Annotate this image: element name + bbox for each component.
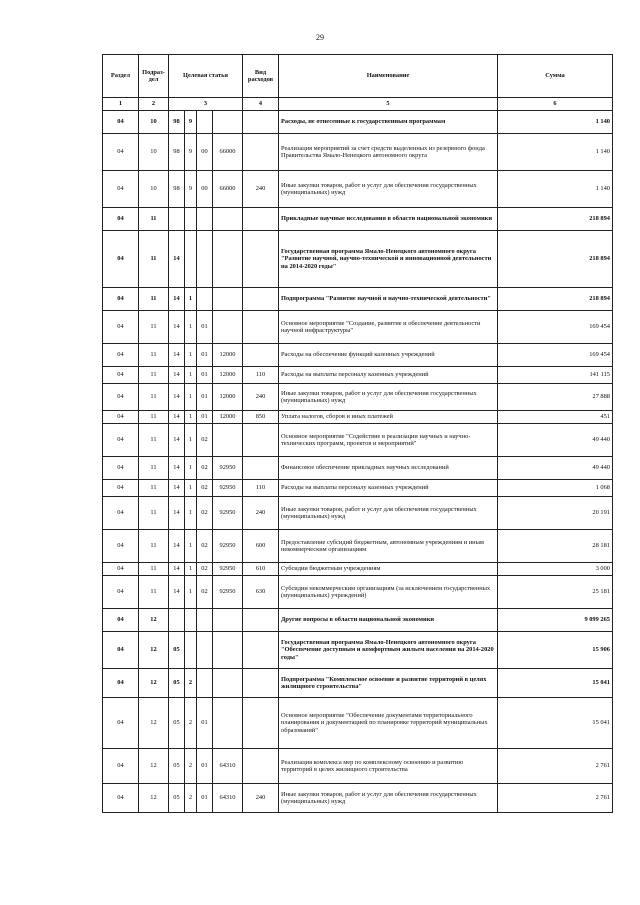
page-number: 29 <box>316 33 324 42</box>
cell-target-measure: 01 <box>197 311 213 344</box>
cell-target-measure: 02 <box>197 497 213 530</box>
cell-target-direction <box>213 208 243 231</box>
cell-name: Реализация комплекса мер по комплексному освоению и развитию территорий в целях жилищного строительства <box>279 749 498 784</box>
cell-section: 04 <box>103 344 139 367</box>
cell-target-subprogram: 1 <box>185 424 197 457</box>
cell-target-direction: 92950 <box>213 530 243 563</box>
cell-name: Финансовое обеспечение прикладных научных исследований <box>279 457 498 480</box>
cell-subsection: 10 <box>139 111 169 134</box>
cell-target-direction: 92950 <box>213 480 243 497</box>
cell-target-direction: 92950 <box>213 497 243 530</box>
cell-target-direction: 66000 <box>213 134 243 171</box>
cell-target-direction: 12000 <box>213 344 243 367</box>
cell-subsection: 11 <box>139 480 169 497</box>
cell-target-program: 05 <box>169 669 185 698</box>
cell-sum: 15 041 <box>498 669 613 698</box>
cell-target-program: 14 <box>169 367 185 384</box>
cell-target-program: 14 <box>169 576 185 609</box>
table-row <box>103 231 613 288</box>
cell-expense-type <box>243 208 279 231</box>
cell-target-program: 05 <box>169 632 185 669</box>
cell-section: 04 <box>103 784 139 813</box>
table-row <box>103 111 613 134</box>
cell-expense-type <box>243 134 279 171</box>
cell-sum: 169 454 <box>498 344 613 367</box>
cell-sum: 451 <box>498 411 613 424</box>
cell-section: 04 <box>103 576 139 609</box>
cell-name: Государственная программа Ямало-Ненецкого автономного округа "Обеспечение доступным и комфортным жильем населения на 2014-2020 годы" <box>279 632 498 669</box>
cell-target-program: 14 <box>169 424 185 457</box>
cell-name: Расходы, не отнесенные к государственным программам <box>279 111 498 134</box>
cell-target-subprogram: 1 <box>185 311 197 344</box>
cell-expense-type <box>243 457 279 480</box>
cell-subsection: 11 <box>139 457 169 480</box>
cell-section: 04 <box>103 698 139 749</box>
cell-section: 04 <box>103 208 139 231</box>
table-row <box>103 134 613 171</box>
cell-sum: 49 440 <box>498 424 613 457</box>
cell-expense-type: 600 <box>243 530 279 563</box>
cell-sum: 169 454 <box>498 311 613 344</box>
cell-name: Государственная программа Ямало-Ненецкого автономного округа "Развитие научной, научно-технической и инновационной деятельности на 2014-2020 годы" <box>279 231 498 288</box>
cell-name: Уплата налогов, сборов и иных платежей <box>279 411 498 424</box>
cell-section: 04 <box>103 411 139 424</box>
cell-target-program: 98 <box>169 111 185 134</box>
cell-target-subprogram: 2 <box>185 698 197 749</box>
cell-target-program: 14 <box>169 563 185 576</box>
table-row <box>103 784 613 813</box>
cell-target-subprogram: 1 <box>185 384 197 411</box>
cell-section: 04 <box>103 424 139 457</box>
cell-target-direction <box>213 609 243 632</box>
num-target: 3 <box>169 98 243 111</box>
cell-target-program: 14 <box>169 288 185 311</box>
cell-expense-type: 240 <box>243 384 279 411</box>
cell-sum: 218 894 <box>498 288 613 311</box>
cell-target-measure: 01 <box>197 367 213 384</box>
cell-section: 04 <box>103 231 139 288</box>
cell-sum: 218 894 <box>498 231 613 288</box>
cell-target-direction <box>213 698 243 749</box>
cell-subsection: 11 <box>139 231 169 288</box>
cell-subsection: 11 <box>139 497 169 530</box>
cell-section: 04 <box>103 134 139 171</box>
cell-target-measure: 02 <box>197 563 213 576</box>
cell-section: 04 <box>103 367 139 384</box>
cell-target-direction <box>213 669 243 698</box>
cell-section: 04 <box>103 457 139 480</box>
cell-subsection: 11 <box>139 311 169 344</box>
cell-sum: 2 761 <box>498 784 613 813</box>
cell-subsection: 12 <box>139 749 169 784</box>
cell-target-measure: 02 <box>197 457 213 480</box>
cell-section: 04 <box>103 609 139 632</box>
header-expense: Вид расходов <box>243 55 279 98</box>
cell-target-subprogram: 9 <box>185 171 197 208</box>
cell-target-direction: 12000 <box>213 384 243 411</box>
num-sum: 6 <box>498 98 613 111</box>
cell-target-subprogram <box>185 231 197 288</box>
cell-expense-type: 850 <box>243 411 279 424</box>
cell-section: 04 <box>103 632 139 669</box>
cell-target-program: 98 <box>169 171 185 208</box>
cell-sum: 218 894 <box>498 208 613 231</box>
cell-target-direction: 64310 <box>213 784 243 813</box>
cell-subsection: 11 <box>139 288 169 311</box>
cell-sum: 1 140 <box>498 171 613 208</box>
table-row <box>103 480 613 497</box>
cell-target-direction: 92950 <box>213 576 243 609</box>
header-numbers-row <box>103 98 613 111</box>
cell-target-program: 14 <box>169 457 185 480</box>
cell-expense-type: 610 <box>243 563 279 576</box>
cell-subsection: 12 <box>139 669 169 698</box>
cell-name: Реализация мероприятий за счет средств выделенных из резервного фонда Правительства Ямало-Ненецкого автономного округа <box>279 134 498 171</box>
cell-section: 04 <box>103 749 139 784</box>
cell-target-subprogram: 1 <box>185 457 197 480</box>
cell-sum: 3 000 <box>498 563 613 576</box>
cell-section: 04 <box>103 311 139 344</box>
cell-target-program <box>169 208 185 231</box>
cell-expense-type: 240 <box>243 784 279 813</box>
cell-target-program: 98 <box>169 134 185 171</box>
table-row <box>103 344 613 367</box>
cell-subsection: 11 <box>139 424 169 457</box>
cell-subsection: 11 <box>139 530 169 563</box>
cell-target-subprogram: 1 <box>185 530 197 563</box>
cell-target-measure: 01 <box>197 698 213 749</box>
num-expense: 4 <box>243 98 279 111</box>
num-subsection: 2 <box>139 98 169 111</box>
cell-subsection: 11 <box>139 208 169 231</box>
cell-target-measure <box>197 288 213 311</box>
cell-target-subprogram: 1 <box>185 367 197 384</box>
cell-expense-type <box>243 111 279 134</box>
cell-expense-type: 630 <box>243 576 279 609</box>
table-row <box>103 530 613 563</box>
cell-target-measure: 02 <box>197 480 213 497</box>
cell-target-measure: 02 <box>197 424 213 457</box>
cell-target-direction: 66000 <box>213 171 243 208</box>
cell-name: Прикладные научные исследования в области национальной экономики <box>279 208 498 231</box>
table-row <box>103 698 613 749</box>
cell-target-measure <box>197 632 213 669</box>
cell-target-direction <box>213 111 243 134</box>
cell-target-subprogram: 2 <box>185 749 197 784</box>
cell-target-program <box>169 609 185 632</box>
cell-expense-type: 240 <box>243 497 279 530</box>
cell-section: 04 <box>103 171 139 208</box>
cell-expense-type <box>243 231 279 288</box>
cell-sum: 15 041 <box>498 698 613 749</box>
cell-target-measure: 01 <box>197 749 213 784</box>
cell-subsection: 11 <box>139 563 169 576</box>
cell-target-direction: 92950 <box>213 457 243 480</box>
table-row <box>103 609 613 632</box>
cell-name: Иные закупки товаров, работ и услуг для обеспечения государственных (муниципальных) нужд <box>279 497 498 530</box>
cell-sum: 15 906 <box>498 632 613 669</box>
cell-name: Субсидии некоммерческим организациям (за исключением государственных (муниципальных) учреждений) <box>279 576 498 609</box>
cell-subsection: 11 <box>139 344 169 367</box>
cell-expense-type: 110 <box>243 480 279 497</box>
cell-target-subprogram: 1 <box>185 288 197 311</box>
cell-target-subprogram <box>185 609 197 632</box>
cell-name: Предоставление субсидий бюджетным, автономным учреждениям и иным некоммерческим организациям <box>279 530 498 563</box>
cell-target-measure: 00 <box>197 171 213 208</box>
cell-target-measure: 01 <box>197 344 213 367</box>
cell-target-direction: 64310 <box>213 749 243 784</box>
cell-subsection: 12 <box>139 609 169 632</box>
cell-subsection: 12 <box>139 698 169 749</box>
cell-target-program: 14 <box>169 411 185 424</box>
cell-sum: 9 099 265 <box>498 609 613 632</box>
cell-target-program: 14 <box>169 480 185 497</box>
cell-target-program: 14 <box>169 384 185 411</box>
cell-target-subprogram: 9 <box>185 111 197 134</box>
cell-section: 04 <box>103 669 139 698</box>
cell-target-measure: 02 <box>197 576 213 609</box>
cell-target-measure: 01 <box>197 784 213 813</box>
cell-target-measure <box>197 111 213 134</box>
header-subsection: Подраз-дел <box>139 55 169 98</box>
cell-expense-type <box>243 609 279 632</box>
table-row <box>103 384 613 411</box>
cell-subsection: 11 <box>139 384 169 411</box>
cell-subsection: 11 <box>139 411 169 424</box>
header-row <box>103 55 613 98</box>
budget-table <box>102 54 613 813</box>
cell-sum: 49 440 <box>498 457 613 480</box>
cell-sum: 1 140 <box>498 111 613 134</box>
cell-sum: 28 181 <box>498 530 613 563</box>
cell-target-measure <box>197 669 213 698</box>
cell-name: Подпрограмма "Развитие научной и научно-технической деятельности" <box>279 288 498 311</box>
cell-target-subprogram: 9 <box>185 134 197 171</box>
table-row <box>103 311 613 344</box>
cell-target-program: 14 <box>169 231 185 288</box>
cell-target-subprogram: 1 <box>185 480 197 497</box>
table-row <box>103 497 613 530</box>
table-row <box>103 367 613 384</box>
cell-name: Основное мероприятие "Создание, развитие и обеспечение деятельности научной инфраструктуры" <box>279 311 498 344</box>
cell-name: Другие вопросы в области национальной экономики <box>279 609 498 632</box>
cell-section: 04 <box>103 111 139 134</box>
cell-target-direction <box>213 288 243 311</box>
cell-target-measure: 00 <box>197 134 213 171</box>
table-row <box>103 563 613 576</box>
cell-target-measure: 01 <box>197 411 213 424</box>
cell-expense-type <box>243 632 279 669</box>
cell-target-subprogram: 2 <box>185 669 197 698</box>
header-section: Раздел <box>103 55 139 98</box>
table-row <box>103 576 613 609</box>
cell-expense-type <box>243 698 279 749</box>
cell-sum: 27 888 <box>498 384 613 411</box>
cell-target-measure <box>197 231 213 288</box>
cell-expense-type: 110 <box>243 367 279 384</box>
cell-target-subprogram: 1 <box>185 576 197 609</box>
cell-subsection: 12 <box>139 784 169 813</box>
cell-sum: 1 068 <box>498 480 613 497</box>
cell-subsection: 12 <box>139 632 169 669</box>
cell-sum: 2 761 <box>498 749 613 784</box>
cell-target-subprogram <box>185 208 197 231</box>
table-row <box>103 208 613 231</box>
cell-target-measure <box>197 208 213 231</box>
cell-expense-type <box>243 288 279 311</box>
cell-target-measure: 01 <box>197 384 213 411</box>
header-name: Наименование <box>279 55 498 98</box>
cell-name: Иные закупки товаров, работ и услуг для обеспечения государственных (муниципальных) нужд <box>279 171 498 208</box>
cell-name: Иные закупки товаров, работ и услуг для обеспечения государственных (муниципальных) нужд <box>279 384 498 411</box>
cell-name: Основное мероприятие "Обеспечение документами территориального планирования и документацией по планировке территорий муниципальных образований" <box>279 698 498 749</box>
table-row <box>103 171 613 208</box>
cell-target-subprogram <box>185 632 197 669</box>
cell-expense-type: 240 <box>243 171 279 208</box>
cell-expense-type <box>243 344 279 367</box>
num-name: 5 <box>279 98 498 111</box>
table-row <box>103 411 613 424</box>
cell-name: Подпрограмма "Комплексное освоение и развитие территорий в целях жилищного строительства" <box>279 669 498 698</box>
cell-target-direction: 12000 <box>213 411 243 424</box>
cell-name: Расходы на обеспечение функций казенных учреждений <box>279 344 498 367</box>
cell-target-measure <box>197 609 213 632</box>
cell-target-direction <box>213 231 243 288</box>
cell-expense-type <box>243 311 279 344</box>
cell-target-subprogram: 1 <box>185 563 197 576</box>
cell-target-measure: 02 <box>197 530 213 563</box>
cell-target-subprogram: 1 <box>185 497 197 530</box>
cell-sum: 141 115 <box>498 367 613 384</box>
cell-name: Основное мероприятие "Содействие в реализации научных и научно-технических программ, проектов и мероприятий" <box>279 424 498 457</box>
table-row <box>103 288 613 311</box>
cell-section: 04 <box>103 288 139 311</box>
cell-target-subprogram: 2 <box>185 784 197 813</box>
cell-target-program: 05 <box>169 749 185 784</box>
cell-target-program: 14 <box>169 344 185 367</box>
cell-target-program: 14 <box>169 311 185 344</box>
cell-expense-type <box>243 669 279 698</box>
table-row <box>103 632 613 669</box>
cell-sum: 20 191 <box>498 497 613 530</box>
cell-target-direction <box>213 424 243 457</box>
cell-section: 04 <box>103 384 139 411</box>
cell-name: Расходы на выплаты персоналу казенных учреждений <box>279 480 498 497</box>
cell-sum: 1 140 <box>498 134 613 171</box>
cell-target-direction: 92950 <box>213 563 243 576</box>
table-row <box>103 669 613 698</box>
cell-target-program: 14 <box>169 497 185 530</box>
cell-section: 04 <box>103 480 139 497</box>
cell-sum: 25 181 <box>498 576 613 609</box>
cell-subsection: 11 <box>139 367 169 384</box>
header-sum: Сумма <box>498 55 613 98</box>
cell-target-subprogram: 1 <box>185 344 197 367</box>
cell-expense-type <box>243 424 279 457</box>
cell-subsection: 10 <box>139 134 169 171</box>
cell-name: Субсидии бюджетным учреждениям <box>279 563 498 576</box>
cell-target-program: 14 <box>169 530 185 563</box>
cell-target-direction <box>213 632 243 669</box>
cell-name: Иные закупки товаров, работ и услуг для обеспечения государственных (муниципальных) нужд <box>279 784 498 813</box>
cell-expense-type <box>243 749 279 784</box>
table-row <box>103 457 613 480</box>
cell-subsection: 11 <box>139 576 169 609</box>
cell-target-direction <box>213 311 243 344</box>
cell-target-subprogram: 1 <box>185 411 197 424</box>
cell-section: 04 <box>103 497 139 530</box>
num-section: 1 <box>103 98 139 111</box>
table-row <box>103 424 613 457</box>
cell-section: 04 <box>103 530 139 563</box>
cell-target-program: 05 <box>169 698 185 749</box>
cell-subsection: 10 <box>139 171 169 208</box>
cell-target-direction: 12000 <box>213 367 243 384</box>
cell-section: 04 <box>103 563 139 576</box>
cell-target-program: 05 <box>169 784 185 813</box>
cell-name: Расходы на выплаты персоналу казенных учреждений <box>279 367 498 384</box>
header-target: Целевая статья <box>169 55 243 98</box>
table-row <box>103 749 613 784</box>
